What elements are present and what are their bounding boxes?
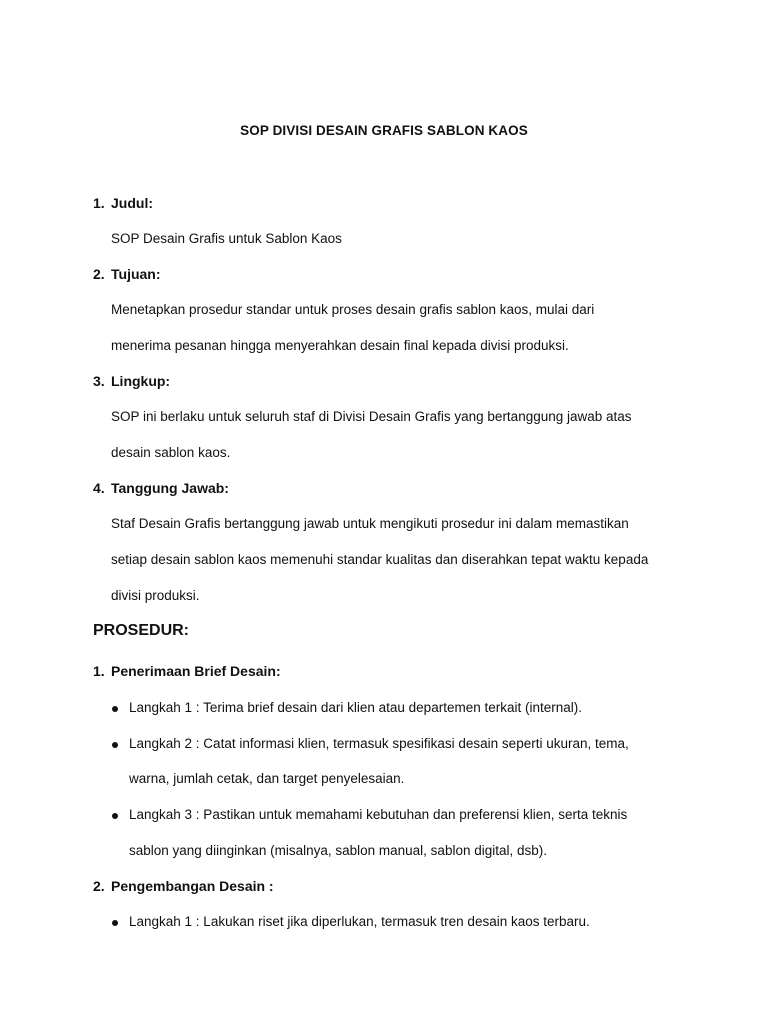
section-title: Lingkup: [111, 373, 171, 389]
section-number: 1. [93, 195, 105, 211]
section-title: Tujuan: [111, 266, 161, 282]
step-text: warna, jumlah cetak, dan target penyelesaian. [129, 771, 405, 786]
body-text: Menetapkan prosedur standar untuk proses desain grafis sablon kaos, mulai dari [111, 302, 595, 317]
procedure-title: Penerimaan Brief Desain: [111, 663, 281, 679]
section-title: Tanggung Jawab: [111, 480, 229, 496]
step-text: Langkah 1 : Terima brief desain dari klien atau departemen terkait (internal). [129, 700, 583, 715]
section-number: 2. [93, 266, 105, 282]
step-text: Langkah 2 : Catat informasi klien, termasuk spesifikasi desain seperti ukuran, tema, [129, 736, 629, 751]
bullet-icon [112, 813, 118, 819]
section-number: 4. [93, 480, 105, 496]
body-text: setiap desain sablon kaos memenuhi standar kualitas dan diserahkan tepat waktu kepada [111, 552, 649, 567]
document-title: SOP DIVISI DESAIN GRAFIS SABLON KAOS [240, 123, 528, 138]
prosedur-heading: PROSEDUR: [93, 622, 190, 639]
section-title: Judul: [111, 195, 153, 211]
step-text: Langkah 3 : Pastikan untuk memahami kebutuhan dan preferensi klien, serta teknis [129, 807, 628, 822]
body-text: divisi produksi. [111, 588, 200, 603]
bullet-icon [112, 920, 118, 926]
procedure-number: 2. [93, 878, 105, 894]
step-text: sablon yang diinginkan (misalnya, sablon manual, sablon digital, dsb). [129, 843, 547, 858]
section-number: 3. [93, 373, 105, 389]
procedure-number: 1. [93, 663, 105, 679]
body-text: menerima pesanan hingga menyerahkan desain final kepada divisi produksi. [111, 338, 569, 353]
body-text: SOP Desain Grafis untuk Sablon Kaos [111, 231, 342, 246]
procedure-title: Pengembangan Desain : [111, 878, 274, 894]
bullet-icon [112, 706, 118, 712]
body-text: Staf Desain Grafis bertanggung jawab untuk mengikuti prosedur ini dalam memastikan [111, 516, 629, 531]
bullet-icon [112, 742, 118, 748]
body-text: SOP ini berlaku untuk seluruh staf di Divisi Desain Grafis yang bertanggung jawab atas [111, 409, 632, 424]
body-text: desain sablon kaos. [111, 445, 231, 460]
step-text: Langkah 1 : Lakukan riset jika diperlukan, termasuk tren desain kaos terbaru. [129, 914, 590, 929]
